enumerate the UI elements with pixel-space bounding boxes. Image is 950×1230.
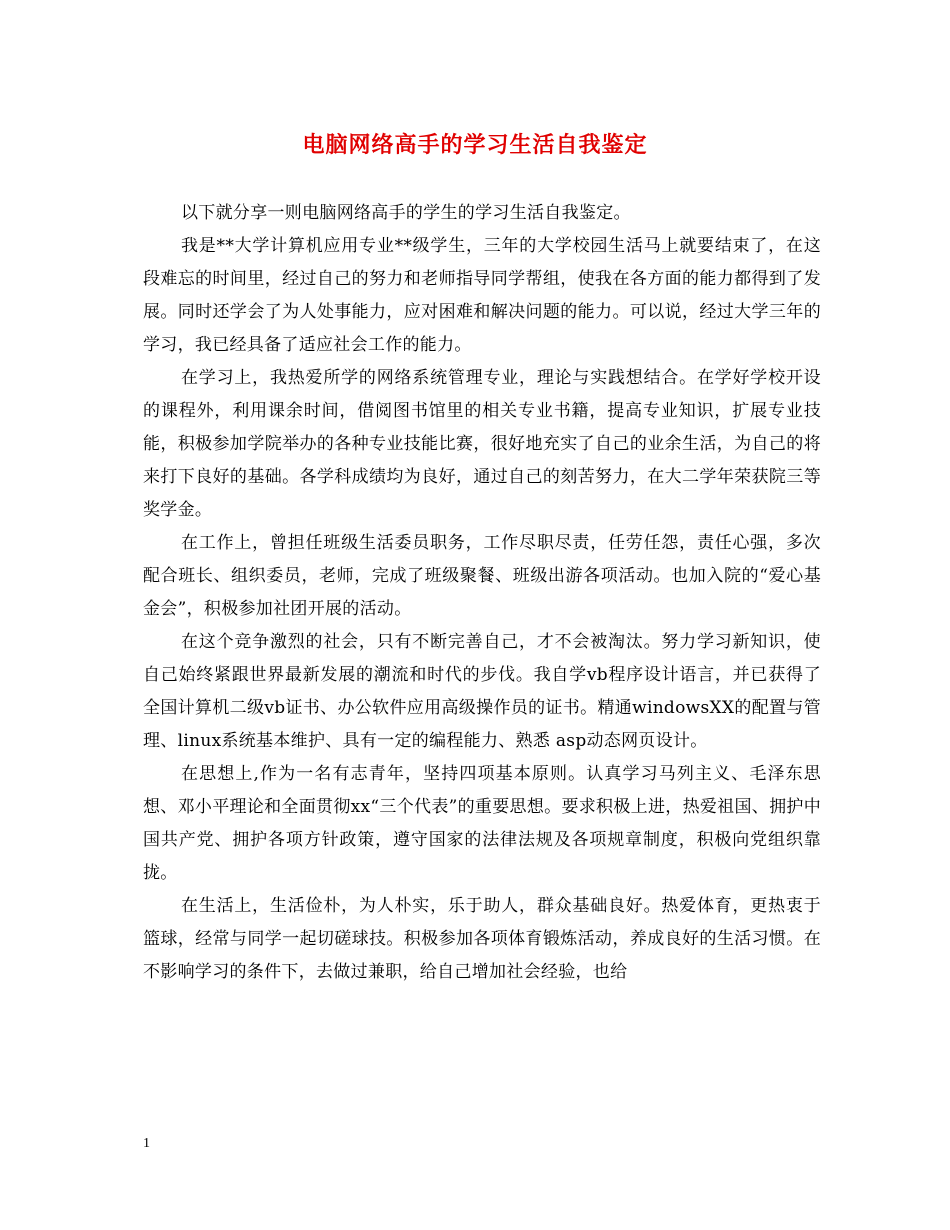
paragraph-skills: 在这个竞争激烈的社会，只有不断完善自己，才不会被淘汰。努力学习新知识，使自己始终紧跟世界最新发展的潮流和时代的步伐。我自学vb程序设计语言，并已获得了全国计算机二级vb证书、办公软件应用高级操作员的证书。精通windowsXX的配置与管理、linux系统基本维护、具有一定的编程能力、熟悉 asp动态网页设计。 [143, 632, 821, 751]
document-title: 电脑网络高手的学习生活自我鉴定 [302, 132, 648, 158]
paragraph-intro: 以下就分享一则电脑网络高手的学生的学习生活自我鉴定。 [181, 203, 631, 223]
page-number: 1 [143, 1136, 150, 1151]
paragraph-ideology: 在思想上,作为一名有志青年，坚持四项基本原则。认真学习马列主义、毛泽东思想、邓小平理论和全面贯彻xx“三个代表”的重要思想。要求积极上进，热爱祖国、拥护中国共产党、拥护各项方针政策，遵守国家的法律法规及各项规章制度，积极向党组织靠拢。 [143, 764, 821, 883]
paragraph-work: 在工作上，曾担任班级生活委员职务，工作尽职尽责，任劳任怨，责任心强，多次配合班长、组织委员，老师，完成了班级聚餐、班级出游各项活动。也加入院的“爱心基金会”，积极参加社团开展的活动。 [143, 533, 821, 619]
document-body [143, 197, 821, 989]
paragraph-study: 在学习上，我热爱所学的网络系统管理专业，理论与实践想结合。在学好学校开设的课程外，利用课余时间，借阅图书馆里的相关专业书籍，提高专业知识，扩展专业技能，积极参加学院举办的各种专业技能比赛，很好地充实了自己的业余生活，为自己的将来打下良好的基础。各学科成绩均为良好，通过自己的刻苦努力，在大二学年荣获院三等奖学金。 [143, 368, 821, 520]
paragraph-self-introduction: 我是**大学计算机应用专业**级学生，三年的大学校园生活马上就要结束了，在这段难忘的时间里，经过自己的努力和老师指导同学帮组，使我在各方面的能力都得到了发展。同时还学会了为人处事能力，应对困难和解决问题的能力。可以说，经过大学三年的学习，我已经具备了适应社会工作的能力。 [143, 236, 821, 355]
paragraph-life: 在生活上，生活俭朴，为人朴实，乐于助人，群众基础良好。热爱体育，更热衷于篮球，经常与同学一起切磋球技。积极参加各项体育锻炼活动，养成良好的生活习惯。在不影响学习的条件下，去做过兼职，给自己增加社会经验，也给 [143, 896, 821, 982]
